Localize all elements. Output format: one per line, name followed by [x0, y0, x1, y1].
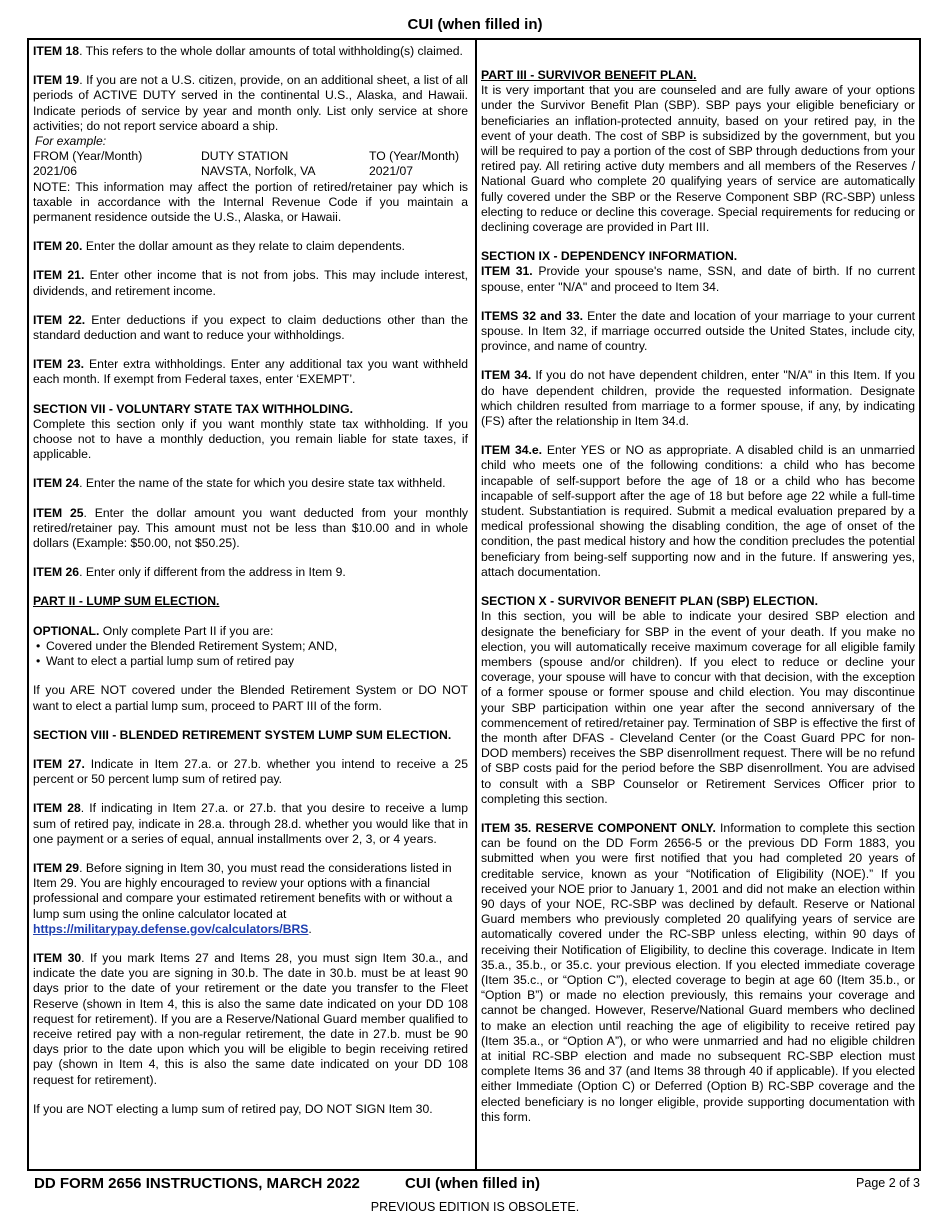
- item-22: ITEM 22. Enter deductions if you expect to claim deductions other than the standard deduction and want to reduce your withholdings.: [33, 312, 468, 343]
- table-header: TO (Year/Month): [369, 149, 460, 164]
- item-21: ITEM 21. Enter other income that is not from jobs. This may include interest, dividends, and retirement income.: [33, 268, 468, 298]
- obsolete-notice: PREVIOUS EDITION IS OBSOLETE.: [370, 1200, 580, 1214]
- part-3: [481, 68, 915, 235]
- right-column: [481, 68, 915, 1139]
- item-24: ITEM 24. Enter the name of the state for which you desire state tax withheld.: [33, 476, 446, 491]
- item-29: ITEM 29. Before signing in Item 30, you must read the considerations listed in Item 29. You are highly encouraged to review your options with a financial professional and compare your estimated retirement benefits with or without a lump sum using the online calculator located at https://militarypay.defense.gov/calculators/BRS.: [33, 860, 453, 936]
- section-10-title: SECTION X - SURVIVOR BENEFIT PLAN (SBP) ELECTION.: [481, 594, 818, 609]
- section-9-title: SECTION IX - DEPENDENCY INFORMATION.: [481, 249, 738, 264]
- section-8-title: SECTION VIII - BLENDED RETIREMENT SYSTEM LUMP SUM ELECTION.: [33, 727, 452, 742]
- section-10: [481, 594, 915, 807]
- table-cell: 2021/06: [33, 164, 78, 179]
- optional-block: OPTIONAL. Only complete Part II if you are: • Covered under the Blended Retirement System; AND, • Want to elect a partial lump sum of retired pay: [33, 624, 468, 670]
- item-35: ITEM 35. RESERVE COMPONENT ONLY. Information to complete this section can be found on the DD Form 2656-5 or the previous DD Form 1883, you submitted when you were first notified that you had completed 20 years of creditable service, known as your “Notification of Eligibility (NOE).” If you received your NOE prior to January 1, 2001 and did not make an election within 90 days of your NOE, RC-SBP was declined by default. Reserve or National Guard members who previously completed 20 qualifying years of service are automatically covered under the RC-SBP unless electing, within 90 days of receiving their Notification of Eligibility, to decline this coverage. Indicate in Item 35.a., 35.b., or 35.c. your previous election. If you elected immediate coverage (Item 35.c., or “Option C”), elected coverage to begin at age 60 (Item 35.b., or “Option B”) or made no election previously, this remains your coverage and cannot be changed. However, Reserve/National Guard members who declined to make an election until reaching the age of eligibility to receive retired pay (Item 35.a., or “Option A”), or who were unmarried and had no eligible children at initial RC-SBP election and made no subsequent RC-SBP election must complete Items 36 and 37 (and Items 38 through 40 if applicable). If you elected either Immediate (Option C) or Deferred (Option B) RC-SBP coverage and the elected beneficiary is no longer eligible, provide supporting documentation with this form.: [481, 820, 915, 1124]
- part-3-text: It is very important that you are counseled and are fully aware of your options under the Survivor Benefit Plan (SBP). SBP pays your eligible beneficiary or beneficiaries an inflation-protected annuity, based on your retired pay, in the event of your death. The cost of SBP is subsidized by the government, but you will be required to pay a portion of the cost of SBP through deductions from your retired pay. All retiring active duty members and all members of the Reserves / National Guard who complete 20 qualifying years of service are automatically fully covered under the SBP or the Reserve Component SBP (RC-SBP) unless electing to reduce or decline this coverage. Special requirements for reducing or declining coverage are provided in Part III.: [481, 83, 915, 235]
- item-27: ITEM 27. Indicate in Item 27.a. or 27.b. whether you intend to receive a 25 percent or 50 percent lump sum of retired pay.: [33, 756, 468, 787]
- table-cell: 2021/07: [369, 164, 414, 179]
- page-number: Page 2 of 3: [856, 1176, 920, 1190]
- item-20: ITEM 20. Enter the dollar amount as they relate to claim dependents.: [33, 239, 405, 254]
- table-header: DUTY STATION: [201, 149, 289, 164]
- footer-cui-marking: CUI (when filled in): [405, 1175, 540, 1192]
- item-28: ITEM 28. If indicating in Item 27.a. or 27.b. that you desire to receive a lump sum of retired pay, indicate in 28.a. through 28.d. whether you would like that in one payment or a series of equal, annual installments over 2, 3, or 4 years.: [33, 801, 468, 846]
- table-cell: NAVSTA, Norfolk, VA: [201, 164, 316, 179]
- section-10-text: In this section, you will be able to indicate your desired SBP election and designate the beneficiary for SBP in the event of your death. If you make no election, you will automatically receive maximum coverage for all eligible family members (spouse and/or children). If you elect to reduce or decline your coverage, your spouse will have to concur with that decision, with the exception of a former spouse or former spouse and child election. You may discontinue your SBP participation within one year after the second anniversary of the commencement of retired/retainer pay. Termination of SBP is effective the first of the month after DFAS - Cleveland Center (or the Coast Guard PPC for non-DOD members) receives the SBP disenrollment request. There will be no refund of SBP costs paid for the period before the SBP disenrollment. You are advised to consult with a SBP Counselor or Retirement Services Officer prior to completing this section.: [481, 609, 915, 806]
- header-cui-marking: CUI (when filled in): [407, 16, 543, 33]
- item-23: ITEM 23. Enter extra withholdings. Enter any additional tax you want withheld each month. If exempt from Federal taxes, enter ‘EXEMPT’.: [33, 357, 468, 387]
- item-30: ITEM 30. If you mark Items 27 and Items 28, you must sign Item 30.a., and indicate the date you are signing in 30.b. The date in 30.b. must be at least 90 days prior to the date of your retirement or the date you transfer to the Fleet Reserve (shown in Item 4, this is also the same date indicated on your DD 108 request for retirement). If you are a Reserve/National Guard member qualified to receive retired pay with a non-regular retirement, the date in 27.b. must be 90 days prior to the date upon which you will be eligible to begin receiving retired pay (shown in Item 4, this is also the same date indicated on your DD 108 request for retirement).: [33, 950, 468, 1087]
- left-column: [33, 44, 468, 1131]
- section-7: [33, 402, 468, 463]
- item-19: ITEM 19. If you are not a U.S. citizen, provide, on an additional sheet, a list of all periods of ACTIVE DUTY served in the continental U.S., Alaska, and Hawaii. Indicate periods of service by year and month only. List only service at shore activities; do not report service aboard a ship. For example: FROM (Year/Month) DUTY STATION TO (Year/Month) 2021/06 NAVSTA, Norfolk, VA 2021/07 NOTE: This information may affect the portion of retired/retainer pay which is taxable in accordance with the Internal Revenue Code if you maintain a permanent residence outside the U.S., Alaska, or Hawaii.: [33, 73, 468, 225]
- part-2-title: PART II - LUMP SUM ELECTION.: [33, 594, 220, 609]
- item-26: ITEM 26. Enter only if different from the address in Item 9.: [33, 565, 346, 580]
- example-label: For example:: [35, 134, 107, 149]
- column-divider: [475, 40, 477, 1169]
- part-3-title: PART III - SURVIVOR BENEFIT PLAN.: [481, 68, 697, 82]
- items-32-33: ITEMS 32 and 33. Enter the date and location of your marriage to your current spouse. In Item 32, if marriage occurred outside the United States, include city, province, and name of country.: [481, 308, 915, 354]
- list-item: • Want to elect a partial lump sum of retired pay: [46, 654, 468, 669]
- list-item: • Covered under the Blended Retirement System; AND,: [46, 639, 468, 654]
- section-9: [481, 249, 915, 295]
- content-frame: [27, 38, 921, 1171]
- section-7-title: SECTION VII - VOLUNTARY STATE TAX WITHHOLDING.: [33, 401, 354, 416]
- item-34: ITEM 34. If you do not have dependent children, enter "N/A" in this Item. If you do have dependent children, provide the requested information. Designate which children resulted from marriage to a former spouse, if any, by indicating (FS) after the relationship in Item 34.d.: [481, 368, 915, 429]
- section-7-text: Complete this section only if you want monthly state tax withholding. If you choose not to have a monthly deduction, you remain liable for state taxes, if applicable.: [33, 416, 468, 462]
- table-header: FROM (Year/Month): [33, 149, 143, 164]
- item-31: ITEM 31. Provide your spouse's name, SSN, and date of birth. If no current spouse, enter "N/A" and proceed to Item 34.: [481, 264, 915, 294]
- item-19-note: NOTE: This information may affect the portion of retired/retainer pay which is taxable in accordance with the Internal Revenue Code if you maintain a permanent residence outside the U.S., Alaska, or Hawaii.: [33, 179, 468, 225]
- not-electing-text: If you are NOT electing a lump sum of retired pay, DO NOT SIGN Item 30.: [33, 1101, 433, 1116]
- brs-calculator-link[interactable]: https://militarypay.defense.gov/calculators/BRS: [33, 921, 309, 936]
- item-34e: ITEM 34.e. Enter YES or NO as appropriate. A disabled child is an unmarried child who meets one of the following conditions: a child who has become incapable of self-support before the age of 18 or a child who has become incapable of self-support after the age of 18 but before age 22 while a full-time student. Substantiation is required. Submit a medical evaluation prepared by a medical professional showing the disabling condition, the age of onset of the condition, the past medical history and how the condition precludes the potential beneficiary from being-self supporting now and in the future. If answering yes, attach documentation.: [481, 443, 915, 579]
- form-identifier: DD FORM 2656 INSTRUCTIONS, MARCH 2022: [34, 1175, 360, 1192]
- optional-list: [33, 639, 468, 669]
- item-25: ITEM 25. Enter the dollar amount you want deducted from your monthly retired/retainer pay. This amount must not be less than $10.00 and in whole dollars (Example: $50.00, not $50.25).: [33, 505, 468, 551]
- item-18: ITEM 18. This refers to the whole dollar amounts of total withholding(s) claimed.: [33, 44, 463, 58]
- duty-example-table: [33, 149, 468, 179]
- not-covered-text: If you ARE NOT covered under the Blended Retirement System or DO NOT want to elect a partial lump sum, proceed to PART III of the form.: [33, 683, 468, 713]
